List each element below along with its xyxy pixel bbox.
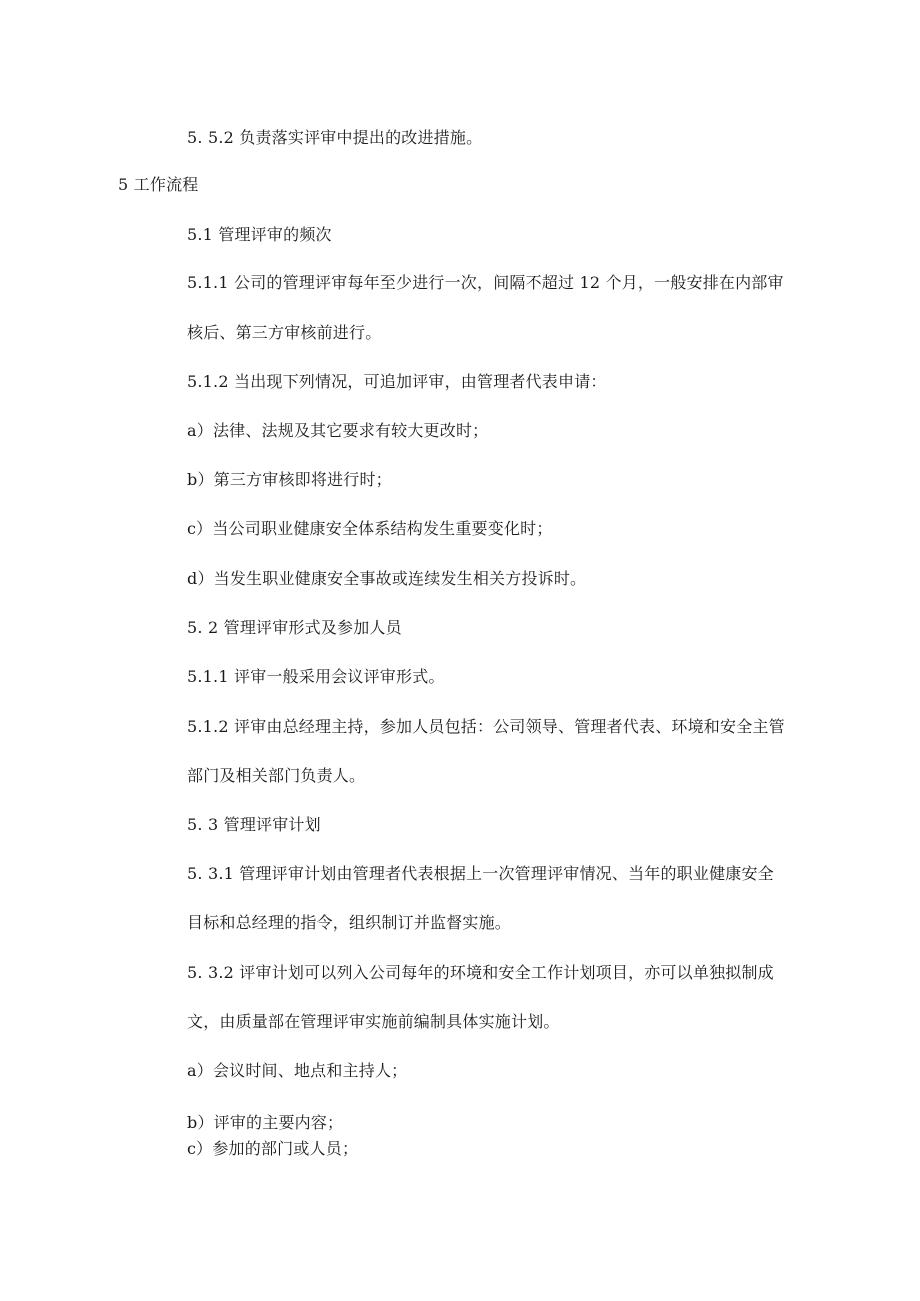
text-line-5-2-1: 5.1.1 评审一般采用会议评审形式。 xyxy=(187,667,445,686)
text-line-5-2-2: 5.1.2 评审由总经理主持，参加人员包括：公司领导、管理者代表、环境和安全主管 xyxy=(187,717,785,736)
list-item-c: c）当公司职业健康安全体系结构发生重要变化时； xyxy=(187,519,553,538)
subsection-heading-5-2: 5. 2 管理评审形式及参加人员 xyxy=(187,618,402,637)
list-item-d: d）当发生职业健康安全事故或连续发生相关方投诉时。 xyxy=(187,569,587,588)
plan-item-a: a）会议时间、地点和主持人； xyxy=(187,1061,408,1080)
text-line-5-1-2: 5.1.2 当出现下列情况，可追加评审，由管理者代表申请： xyxy=(187,372,607,391)
plan-item-c: c）参加的部门或人员； xyxy=(187,1139,359,1158)
text-line-5-3-1-cont: 目标和总经理的指令，组织制订并监督实施。 xyxy=(187,913,512,932)
text-line-5-2-2-cont: 部门及相关部门负责人。 xyxy=(187,766,366,785)
text-line-5-3-2-cont: 文，由质量部在管理评审实施前编制具体实施计划。 xyxy=(187,1012,560,1031)
list-item-a: a）法律、法规及其它要求有较大更改时； xyxy=(187,421,489,440)
subsection-heading-5-1: 5.1 管理评审的频次 xyxy=(187,225,332,244)
plan-item-b: b）评审的主要内容； xyxy=(187,1113,344,1132)
text-line-5-1-1-cont: 核后、第三方审核前进行。 xyxy=(187,323,382,342)
subsection-heading-5-3: 5. 3 管理评审计划 xyxy=(187,815,321,834)
text-line-5-5-2: 5. 5.2 负责落实评审中提出的改进措施。 xyxy=(187,128,483,147)
text-line-5-1-1: 5.1.1 公司的管理评审每年至少进行一次，间隔不超过 12 个月，一般安排在内部审 xyxy=(187,273,784,292)
section-heading-5: 5 工作流程 xyxy=(118,175,199,194)
list-item-b: b）第三方审核即将进行时； xyxy=(187,470,392,489)
text-line-5-3-2: 5. 3.2 评审计划可以列入公司每年的环境和安全工作计划项目，亦可以单独拟制成 xyxy=(187,963,774,982)
text-line-5-3-1: 5. 3.1 管理评审计划由管理者代表根据上一次管理评审情况、当年的职业健康安全 xyxy=(187,864,774,883)
